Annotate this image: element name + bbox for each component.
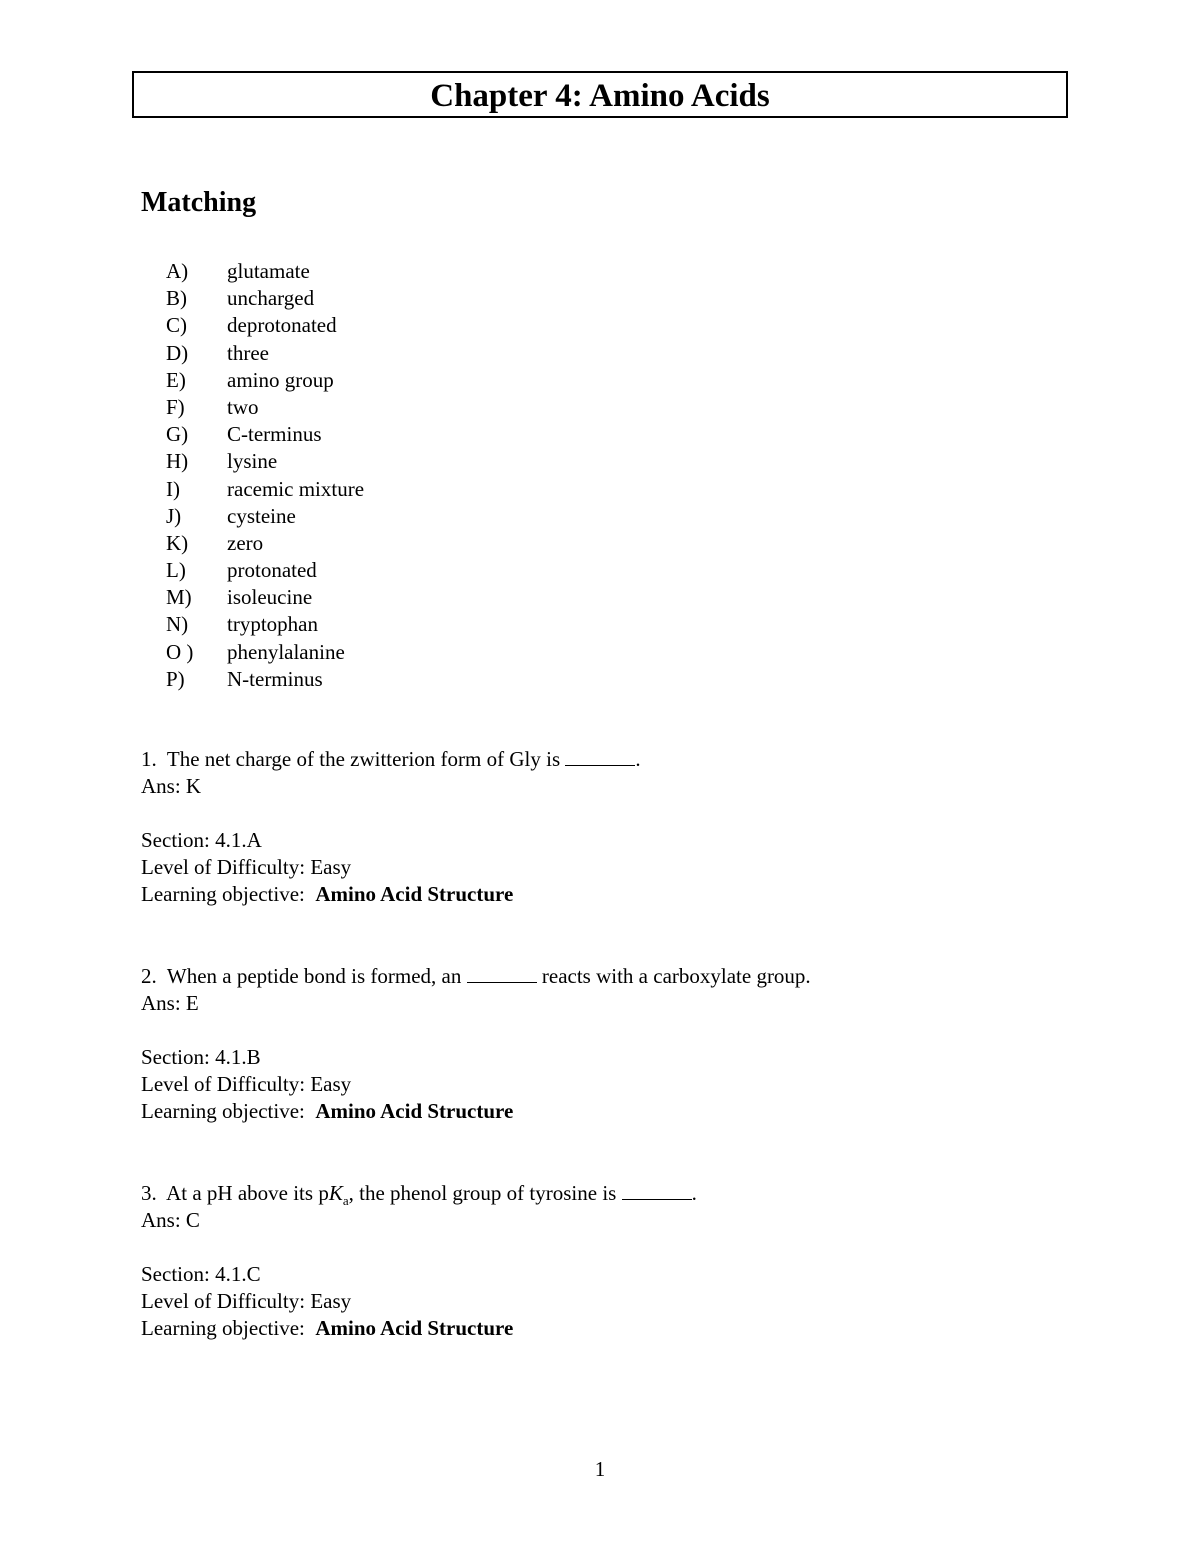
- objective-label: Learning objective:: [141, 1099, 305, 1123]
- option-letter: I): [166, 476, 180, 501]
- option-letter: A): [166, 259, 189, 283]
- question-stem: [141, 1180, 697, 1207]
- option-text: lysine: [227, 449, 278, 474]
- option-text: amino group: [227, 367, 334, 392]
- list-item: [166, 340, 364, 367]
- question-1: [141, 746, 641, 908]
- option-letter: C): [166, 313, 187, 338]
- section-line: Section: 4.1.A: [141, 828, 262, 852]
- question-3: [141, 1180, 697, 1342]
- list-item: [166, 584, 364, 611]
- option-text: phenylalanine: [227, 639, 345, 664]
- question-text: When a peptide bond is formed, an: [166, 964, 462, 988]
- list-item: [166, 666, 364, 693]
- question-number: 2.: [141, 964, 157, 988]
- objective-value: Amino Acid Structure: [315, 1099, 514, 1123]
- option-letter: P): [166, 666, 185, 691]
- list-item: [166, 258, 364, 285]
- objective-label: Learning objective:: [141, 882, 305, 906]
- objective-label: Learning objective:: [141, 1316, 305, 1340]
- objective-value: Amino Acid Structure: [315, 882, 514, 906]
- list-item: [166, 639, 364, 666]
- answer-line: Ans: C: [141, 1208, 200, 1232]
- answer-line: Ans: E: [141, 991, 199, 1015]
- answer-line: Ans: K: [141, 774, 202, 798]
- option-text: N-terminus: [227, 666, 323, 691]
- list-item: [166, 530, 364, 557]
- objective-value: Amino Acid Structure: [315, 1316, 514, 1340]
- option-text: racemic mixture: [227, 476, 365, 501]
- option-text: tryptophan: [227, 612, 318, 637]
- question-text-end: reacts with a carboxylate group.: [541, 964, 811, 988]
- option-text: cysteine: [227, 503, 296, 528]
- option-letter: D): [166, 340, 189, 365]
- list-item: [166, 285, 364, 312]
- pka-symbol: K: [328, 1181, 343, 1205]
- list-item: [166, 611, 364, 638]
- option-text: uncharged: [227, 286, 315, 311]
- option-letter: L): [166, 558, 186, 583]
- option-text: C-terminus: [227, 422, 322, 447]
- option-letter: J): [166, 503, 182, 528]
- question-text: At a pH above its p: [166, 1181, 329, 1205]
- list-item: [166, 503, 364, 530]
- option-letter: F): [166, 394, 185, 419]
- list-item: [166, 312, 364, 339]
- section-heading-matching: Matching: [141, 187, 257, 218]
- option-letter: O ): [166, 639, 194, 664]
- option-text: two: [227, 394, 259, 419]
- question-text-middle: , the phenol group of tyrosine is: [348, 1181, 617, 1205]
- option-letter: K): [166, 530, 189, 555]
- page-number: 1: [594, 1457, 606, 1481]
- option-letter: N): [166, 612, 189, 637]
- question-stem: [141, 746, 641, 773]
- question-text: The net charge of the zwitterion form of Gly is: [166, 747, 561, 771]
- option-text: zero: [227, 530, 264, 555]
- list-item: [166, 557, 364, 584]
- option-text: three: [227, 340, 269, 365]
- pka-subscript: a: [342, 1193, 349, 1209]
- option-text: glutamate: [227, 259, 310, 283]
- option-letter: M): [166, 585, 192, 610]
- option-text: deprotonated: [227, 313, 337, 338]
- page-title: Chapter 4: Amino Acids: [132, 71, 1068, 118]
- list-item: [166, 421, 364, 448]
- objective-line: [141, 881, 641, 908]
- difficulty-line: Level of Difficulty: Easy: [141, 1289, 352, 1313]
- question-stem: [141, 963, 811, 990]
- question-number: 1.: [141, 747, 157, 771]
- option-text: protonated: [227, 558, 317, 583]
- option-text: isoleucine: [227, 585, 313, 610]
- objective-line: [141, 1098, 811, 1125]
- answer-blank: [565, 748, 635, 766]
- list-item: [166, 394, 364, 421]
- objective-line: [141, 1315, 697, 1342]
- question-text-end: .: [691, 1181, 697, 1205]
- option-letter: H): [166, 449, 189, 474]
- question-2: [141, 963, 811, 1125]
- section-line: Section: 4.1.C: [141, 1262, 261, 1286]
- option-letter: E): [166, 367, 186, 392]
- question-text-end: .: [635, 747, 641, 771]
- option-letter: B): [166, 286, 187, 311]
- option-letter: G): [166, 422, 189, 447]
- answer-blank: [622, 1182, 692, 1200]
- section-line: Section: 4.1.B: [141, 1045, 261, 1069]
- question-number: 3.: [141, 1181, 157, 1205]
- list-item: [166, 448, 364, 475]
- difficulty-line: Level of Difficulty: Easy: [141, 855, 352, 879]
- list-item: [166, 476, 364, 503]
- matching-options-list: [166, 258, 364, 693]
- answer-blank: [467, 965, 537, 983]
- list-item: [166, 367, 364, 394]
- difficulty-line: Level of Difficulty: Easy: [141, 1072, 352, 1096]
